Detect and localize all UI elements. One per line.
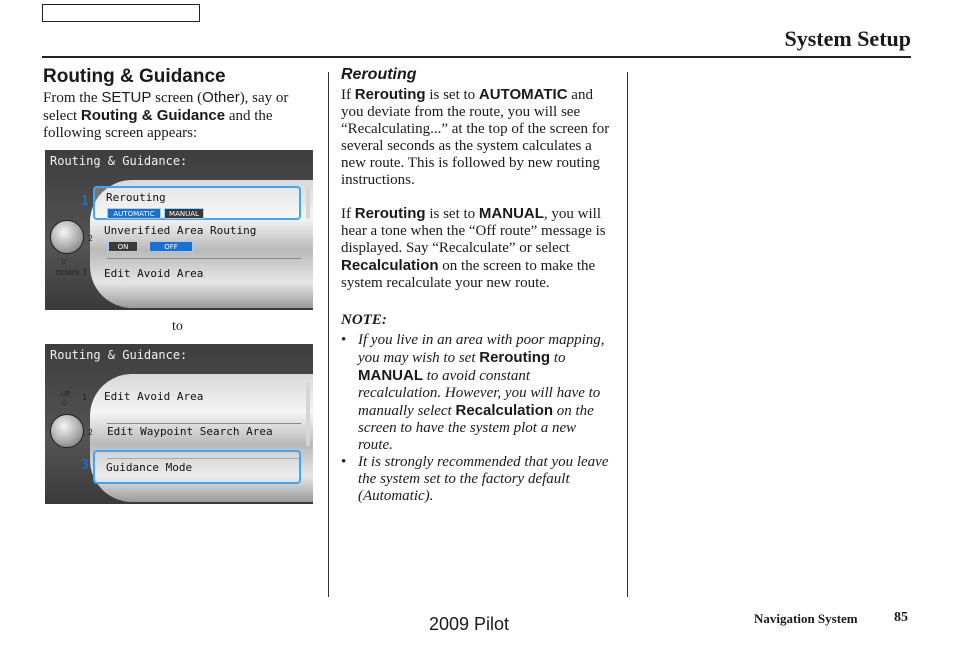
off-option[interactable]: OFF	[149, 241, 193, 252]
page-number: 85	[894, 610, 908, 625]
guidance-mode-row[interactable]	[93, 450, 301, 484]
bullet-icon: •	[341, 454, 347, 470]
column-divider-left	[328, 72, 329, 597]
intro-text: and the following screen appears:	[43, 108, 273, 141]
intro-text: From the	[43, 90, 102, 106]
manual-keyword: MANUAL	[358, 367, 423, 384]
edit-avoid-area-label: Edit Avoid Area	[104, 267, 204, 280]
intro-text: screen (	[151, 90, 203, 106]
note-text: It is strongly recommended that you leave the system set to the factory default (Automatic).	[358, 454, 609, 504]
rerouting-keyword: Rerouting	[354, 205, 426, 222]
on-option[interactable]: ON	[108, 241, 138, 252]
down-arrow-icon: ▽	[61, 258, 67, 266]
automatic-paragraph	[341, 86, 613, 189]
body-text: If	[341, 206, 355, 222]
intro-text: ), say or select	[43, 90, 289, 124]
up-arrow-icon: △	[62, 398, 68, 406]
scrollbar[interactable]	[306, 382, 310, 446]
nav-screen-2	[45, 344, 313, 504]
scrollbar[interactable]	[306, 187, 310, 219]
down-label: DOWN	[56, 269, 80, 277]
note-heading: NOTE:	[341, 312, 387, 328]
footer-model: 2009 Pilot	[429, 614, 510, 634]
guidance-mode-label: Guidance Mode	[106, 461, 193, 474]
note-list	[341, 332, 613, 505]
section-heading: Routing & Guidance	[43, 66, 226, 87]
interface-knob-icon	[50, 414, 84, 448]
body-text: If	[341, 87, 355, 103]
rerouting-heading: Rerouting	[341, 66, 417, 83]
bullet-icon: •	[341, 332, 347, 348]
rerouting-keyword: Rerouting	[354, 86, 426, 103]
note-text: on the screen to have the system plot a new route.	[358, 403, 594, 453]
rerouting-label: Rerouting	[106, 191, 166, 204]
item-number-3: 3	[82, 268, 87, 277]
note-text: If you live in an area with poor mapping, you may wish to set	[358, 332, 605, 366]
item-number-2: 2	[88, 428, 93, 437]
edit-avoid-area-row[interactable]	[93, 386, 301, 420]
recalculation-keyword: Recalculation	[341, 257, 439, 274]
edit-avoid-area-label: Edit Avoid Area	[104, 390, 204, 403]
item-number-1: 1	[81, 194, 89, 209]
nav-screen-1	[45, 150, 313, 310]
recalculation-keyword: Recalculation	[455, 402, 554, 419]
screen-title: Routing & Guidance:	[50, 348, 188, 362]
column-divider-right	[627, 72, 628, 597]
automatic-keyword: AUTOMATIC	[478, 86, 568, 103]
header-tab-box	[42, 4, 200, 22]
note-item	[341, 454, 613, 505]
manual-keyword: MANUAL	[478, 205, 544, 222]
note-text: to avoid constant recalculation. However, you will have to manually select	[358, 368, 601, 419]
column-two	[341, 66, 613, 505]
automatic-option[interactable]: AUTOMATIC	[107, 208, 161, 219]
unverified-area-routing-row[interactable]	[93, 221, 301, 255]
body-text: and you deviate from the route, you will see “Recalculating...” at the top of the screen for several seconds as the system calculates a new route. This is followed by new routing instructions.	[341, 87, 610, 188]
rerouting-row[interactable]	[93, 186, 301, 220]
manual-option[interactable]: MANUAL	[164, 208, 204, 219]
note-item	[341, 332, 613, 454]
column-one	[43, 66, 313, 142]
body-text: , you will hear a tone when the “Off route” message is displayed. Say “Recalculate” or select	[341, 206, 606, 256]
header-rule	[42, 56, 911, 58]
item-number-3: 3	[81, 458, 89, 473]
rerouting-keyword: Rerouting	[479, 349, 551, 366]
edit-waypoint-label: Edit Waypoint Search Area	[107, 425, 273, 438]
footer-section-name: Navigation System	[754, 611, 858, 626]
edit-avoid-area-row[interactable]	[93, 264, 301, 298]
body-text: on the screen to make the system recalculate your new route.	[341, 258, 596, 291]
body-text: is set to	[425, 206, 479, 222]
to-label: to	[172, 319, 183, 334]
routing-guidance-keyword: Routing & Guidance	[80, 107, 226, 124]
manual-paragraph	[341, 205, 613, 292]
item-number-1: 1	[82, 393, 87, 402]
screen-title: Routing & Guidance:	[50, 154, 188, 168]
other-keyword: Other	[202, 89, 240, 106]
up-label: UP	[61, 390, 71, 398]
item-number-2: 2	[88, 234, 93, 243]
note-text: to	[550, 350, 566, 366]
page-title: System Setup	[784, 26, 911, 51]
body-text: is set to	[425, 87, 479, 103]
setup-keyword: SETUP	[101, 89, 152, 106]
unverified-label: Unverified Area Routing	[104, 224, 257, 237]
intro-paragraph	[43, 89, 313, 142]
interface-knob-icon	[50, 220, 84, 254]
